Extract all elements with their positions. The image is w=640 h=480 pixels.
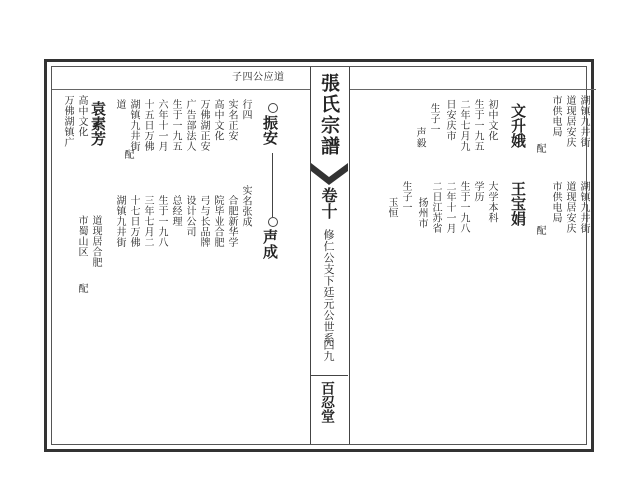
right-col-8: 生子一 xyxy=(428,103,439,135)
left-col-5: 十五日万佛 xyxy=(142,99,153,152)
left-low-11: 合肥新华学 xyxy=(226,195,237,248)
right-low-8: 二日江苏省 xyxy=(430,181,441,234)
right-col-1: 湖镇九井街 xyxy=(578,95,589,148)
right-name-wang: 王宝娟 xyxy=(509,181,527,226)
left-col-1: 万佛湖镇广 xyxy=(62,95,73,148)
genealogy-page xyxy=(44,59,594,452)
spine-fishtail xyxy=(311,163,348,187)
spine-title: 張氏宗譜 xyxy=(318,73,340,157)
generation-line xyxy=(272,153,273,217)
left-low-10: 院毕业合肥 xyxy=(212,195,223,248)
book-spine xyxy=(310,67,350,444)
right-col-2: 道现居安庆 xyxy=(564,95,575,148)
left-low-6: 生于一九八 xyxy=(156,195,167,248)
left-name-zhenan: 振安 xyxy=(261,115,279,145)
left-col-3: 道 xyxy=(114,99,125,110)
left-header-rule xyxy=(52,89,310,90)
left-col-6: 六年十一月 xyxy=(156,99,167,152)
right-col-3: 市供电局 xyxy=(550,95,561,137)
right-low-9: 扬州市 xyxy=(416,197,427,229)
right-low-4: 大学本科 xyxy=(486,181,497,223)
spine-branch: 修仁公支下廷元公世系 xyxy=(322,229,335,344)
left-low-7: 总经理 xyxy=(170,195,181,227)
spine-page-number: 四九 xyxy=(322,339,335,362)
right-low-3: 市供电局 xyxy=(550,181,561,223)
right-low-1: 湖镇九井街 xyxy=(578,181,589,234)
right-pei-2: 配 xyxy=(534,225,545,236)
left-col-8: 广告部法人 xyxy=(184,99,195,152)
left-col-10: 高中文化 xyxy=(212,99,223,141)
left-low-9: 弓与长品牌 xyxy=(198,195,209,248)
left-col-12: 行四 xyxy=(240,99,251,120)
right-low-10: 生子一 xyxy=(400,181,411,213)
generation-node-2 xyxy=(268,217,278,227)
right-low-7: 二年十一月 xyxy=(444,181,455,234)
right-low-5: 学历 xyxy=(472,181,483,202)
left-low-5: 三年七月二 xyxy=(142,195,153,248)
left-col-9: 万佛湖正安 xyxy=(198,99,209,152)
left-pei-2: 配 xyxy=(122,149,133,160)
left-low-1: 市蜀山区 xyxy=(76,215,87,257)
right-col-9: 声毅 xyxy=(414,127,425,148)
right-col-5: 生于一九五 xyxy=(472,99,483,152)
left-col-2: 高中文化 xyxy=(76,95,87,137)
right-low-11: 玉恒 xyxy=(386,197,397,218)
right-header-rule xyxy=(350,89,596,90)
left-low-4: 十七日万佛 xyxy=(128,195,139,248)
generation-node-1 xyxy=(268,103,278,113)
left-name-shengcheng: 声成 xyxy=(261,229,279,259)
left-col-7: 生于一九五 xyxy=(170,99,181,152)
right-name-wen: 文升娥 xyxy=(509,103,527,148)
left-pei-1: 配 xyxy=(76,283,87,294)
left-low-2: 道现居合肥 xyxy=(90,215,101,268)
spine-volume: 卷十 xyxy=(319,187,338,219)
right-pei-1: 配 xyxy=(534,143,545,154)
page-inner-border xyxy=(51,66,587,445)
left-name-yuan: 袁素芳 xyxy=(89,101,107,146)
left-col-4: 湖镇九井街 xyxy=(128,99,139,152)
left-low-8: 设计公司 xyxy=(184,195,195,237)
right-low-2: 道现居安庆 xyxy=(564,181,575,234)
right-col-4: 初中文化 xyxy=(486,99,497,141)
left-low-12: 实名张成 xyxy=(240,185,251,227)
left-col-11: 实名正安 xyxy=(226,99,237,141)
spine-divider xyxy=(311,375,348,376)
spine-hall-name: 百忍堂 xyxy=(319,381,335,423)
left-header: 子四公应道 xyxy=(232,72,285,83)
right-low-6: 生于一九八 xyxy=(458,181,469,234)
right-col-6: 二年七月九 xyxy=(458,99,469,152)
right-col-7: 日安庆市 xyxy=(444,99,455,141)
left-low-3: 湖镇九井街 xyxy=(114,195,125,248)
fishtail-shape xyxy=(311,163,348,185)
